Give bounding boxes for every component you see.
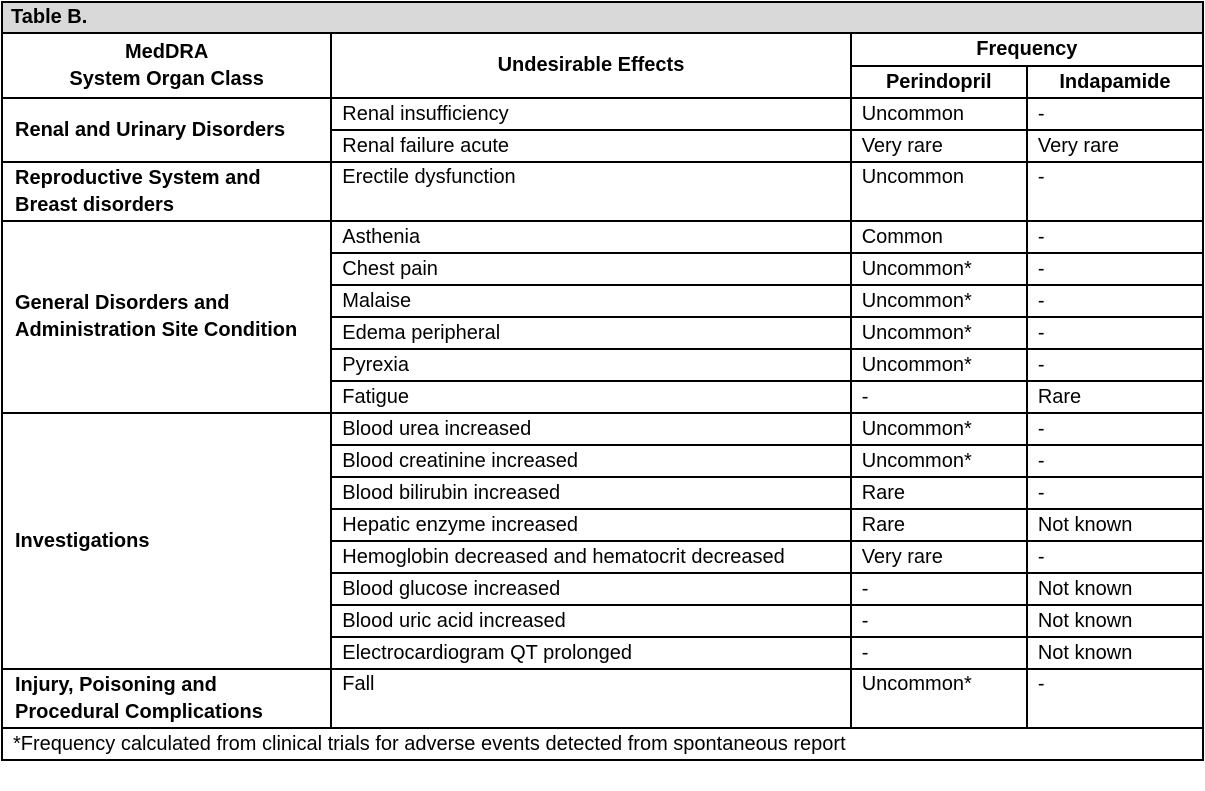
effect-cell: Renal failure acute bbox=[331, 130, 850, 162]
effect-cell: Electrocardiogram QT prolonged bbox=[331, 637, 850, 669]
effect-cell: Hemoglobin decreased and hematocrit decreased bbox=[331, 541, 850, 573]
perindopril-cell: Uncommon bbox=[851, 98, 1027, 130]
soc-cell: Injury, Poisoning and Procedural Complications bbox=[2, 669, 331, 728]
perindopril-header: Perindopril bbox=[851, 66, 1027, 98]
indapamide-cell: - bbox=[1027, 669, 1203, 728]
perindopril-cell: - bbox=[851, 381, 1027, 413]
indapamide-cell: - bbox=[1027, 349, 1203, 381]
indapamide-cell: - bbox=[1027, 477, 1203, 509]
indapamide-cell: - bbox=[1027, 413, 1203, 445]
effect-cell: Pyrexia bbox=[331, 349, 850, 381]
indapamide-cell: - bbox=[1027, 221, 1203, 253]
soc-header-line1: MedDRA bbox=[124, 40, 209, 63]
effect-cell: Blood uric acid increased bbox=[331, 605, 850, 637]
perindopril-cell: Uncommon* bbox=[851, 317, 1027, 349]
indapamide-cell: - bbox=[1027, 445, 1203, 477]
effect-cell: Renal insufficiency bbox=[331, 98, 850, 130]
effect-cell: Blood creatinine increased bbox=[331, 445, 850, 477]
table-row bbox=[2, 162, 1203, 221]
perindopril-cell: Uncommon* bbox=[851, 445, 1027, 477]
table-body bbox=[2, 98, 1203, 760]
perindopril-cell: Rare bbox=[851, 477, 1027, 509]
indapamide-cell: - bbox=[1027, 162, 1203, 221]
indapamide-cell: - bbox=[1027, 285, 1203, 317]
perindopril-cell: Common bbox=[851, 221, 1027, 253]
table-row bbox=[2, 98, 1203, 130]
soc-cell: Investigations bbox=[2, 413, 331, 669]
indapamide-cell: Not known bbox=[1027, 573, 1203, 605]
effect-cell: Asthenia bbox=[331, 221, 850, 253]
indapamide-cell: - bbox=[1027, 98, 1203, 130]
soc-cell: General Disorders and Administration Site Condition bbox=[2, 221, 331, 413]
indapamide-cell: Rare bbox=[1027, 381, 1203, 413]
effect-cell: Hepatic enzyme increased bbox=[331, 509, 850, 541]
perindopril-cell: Uncommon* bbox=[851, 285, 1027, 317]
indapamide-cell: Not known bbox=[1027, 509, 1203, 541]
effect-cell: Fatigue bbox=[331, 381, 850, 413]
soc-header-line2: System Organ Class bbox=[69, 67, 264, 90]
table-row bbox=[2, 669, 1203, 728]
effect-cell: Malaise bbox=[331, 285, 850, 317]
effect-cell: Blood glucose increased bbox=[331, 573, 850, 605]
perindopril-cell: Uncommon* bbox=[851, 253, 1027, 285]
indapamide-cell: Very rare bbox=[1027, 130, 1203, 162]
effects-header: Undesirable Effects bbox=[331, 33, 850, 98]
indapamide-header: Indapamide bbox=[1027, 66, 1203, 98]
indapamide-cell: - bbox=[1027, 317, 1203, 349]
footnote: *Frequency calculated from clinical trials for adverse events detected from spontaneous report bbox=[2, 728, 1203, 760]
perindopril-cell: Uncommon* bbox=[851, 669, 1027, 728]
indapamide-cell: Not known bbox=[1027, 637, 1203, 669]
perindopril-cell: - bbox=[851, 637, 1027, 669]
perindopril-cell: Uncommon bbox=[851, 162, 1027, 221]
perindopril-cell: Very rare bbox=[851, 130, 1027, 162]
effect-cell: Blood urea increased bbox=[331, 413, 850, 445]
perindopril-cell: - bbox=[851, 573, 1027, 605]
frequency-header: Frequency bbox=[851, 33, 1203, 66]
effect-cell: Fall bbox=[331, 669, 850, 728]
indapamide-cell: - bbox=[1027, 541, 1203, 573]
table-title: Table B. bbox=[2, 2, 1203, 33]
perindopril-cell: Rare bbox=[851, 509, 1027, 541]
perindopril-cell: Uncommon* bbox=[851, 349, 1027, 381]
effect-cell: Erectile dysfunction bbox=[331, 162, 850, 221]
perindopril-cell: - bbox=[851, 605, 1027, 637]
effect-cell: Edema peripheral bbox=[331, 317, 850, 349]
indapamide-cell: - bbox=[1027, 253, 1203, 285]
table-row bbox=[2, 221, 1203, 253]
effect-cell: Chest pain bbox=[331, 253, 850, 285]
indapamide-cell: Not known bbox=[1027, 605, 1203, 637]
adverse-effects-table bbox=[1, 1, 1204, 761]
soc-cell: Renal and Urinary Disorders bbox=[2, 98, 331, 162]
perindopril-cell: Very rare bbox=[851, 541, 1027, 573]
table-row bbox=[2, 413, 1203, 445]
soc-header bbox=[2, 33, 331, 98]
soc-cell: Reproductive System and Breast disorders bbox=[2, 162, 331, 221]
footnote-row bbox=[2, 728, 1203, 760]
effect-cell: Blood bilirubin increased bbox=[331, 477, 850, 509]
perindopril-cell: Uncommon* bbox=[851, 413, 1027, 445]
